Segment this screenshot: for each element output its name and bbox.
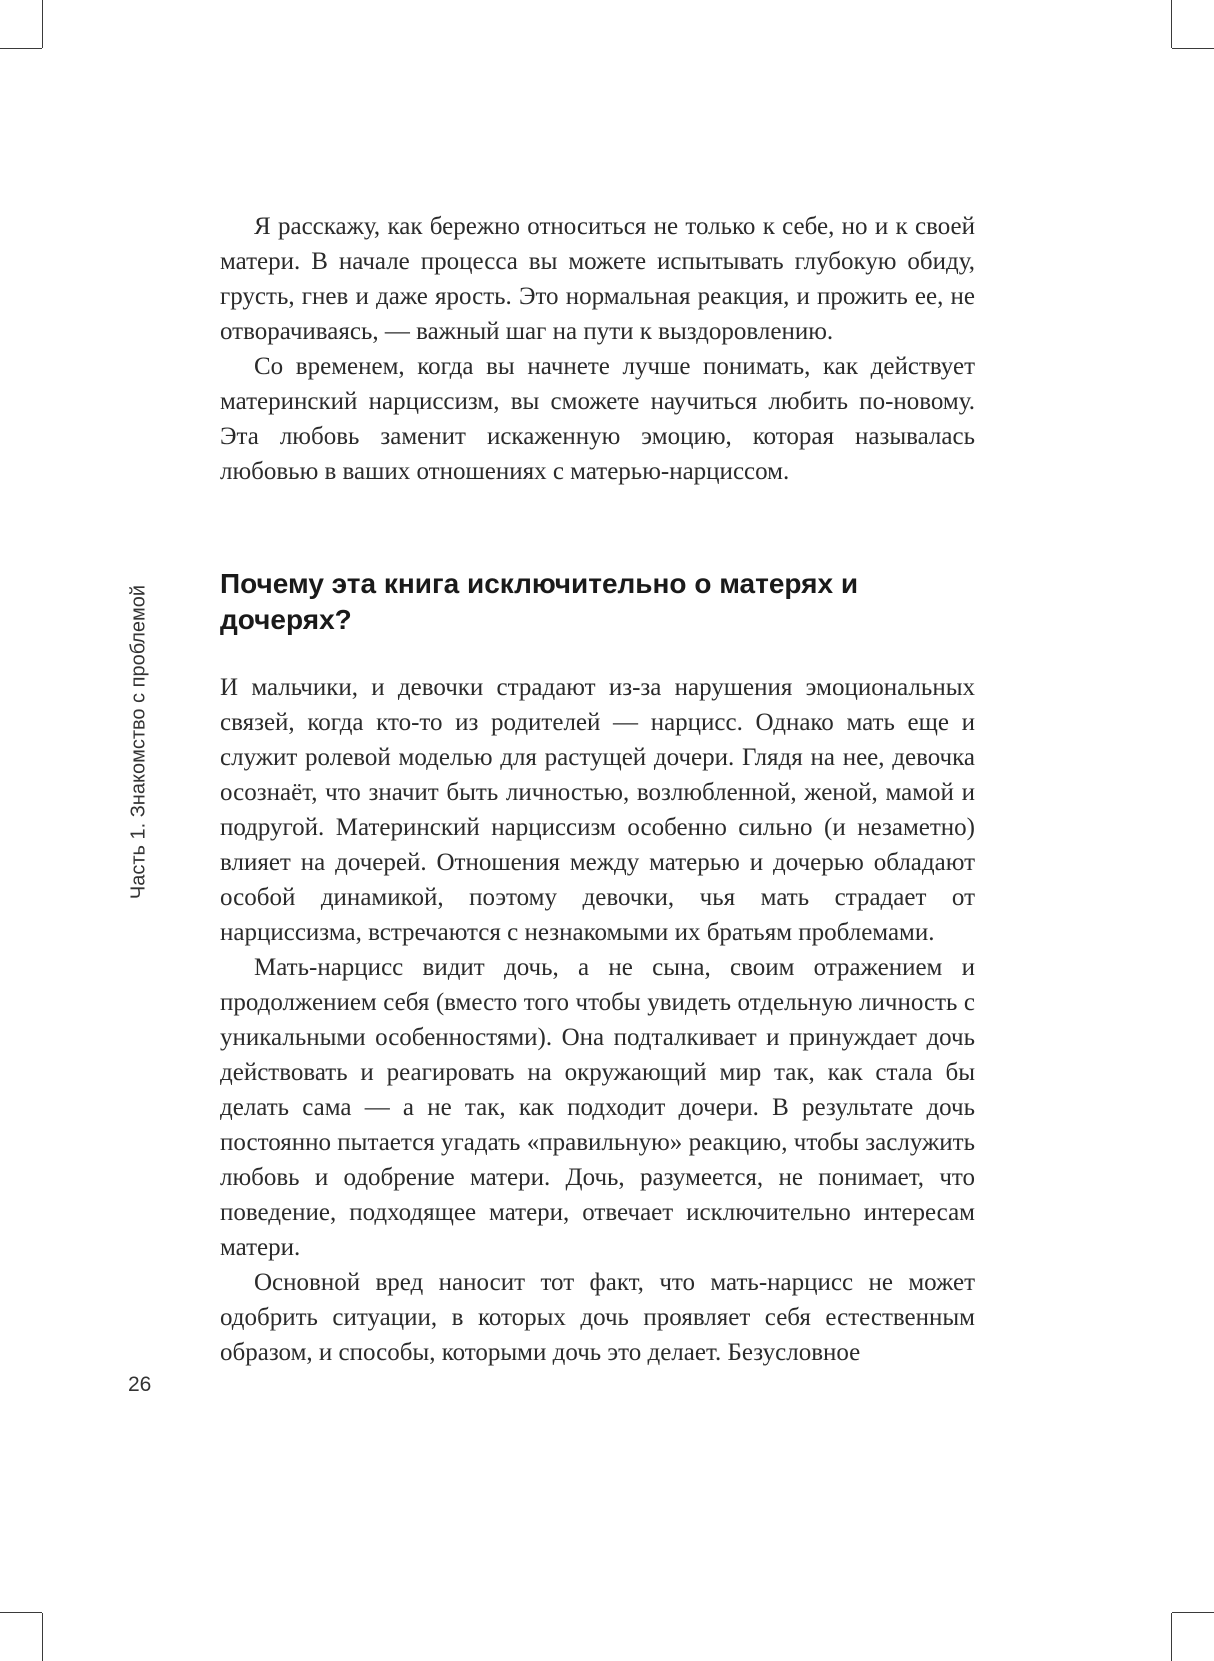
paragraph: Основной вред наносит тот факт, что мать-нарцисс не может одобрить ситуации, в которых дочь проявляет себя естественным образом, и способы, которыми дочь это делает. Безусловное (220, 1269, 975, 1366)
body-text-bottom (220, 670, 975, 1370)
paragraph: Со временем, когда вы начнете лучше понимать, как действует материнский нарциссизм, вы сможете научиться любить по-новому. Эта любовь заменит искаженную эмоцию, которая называлась любовью в ваших отношениях с матерью-нарциссом. (220, 353, 975, 485)
crop-mark-bottom-right-horizontal (1172, 1612, 1214, 1613)
crop-mark-top-right-vertical (1171, 0, 1172, 48)
body-text-top (220, 209, 975, 489)
paragraph: И мальчики, и девочки страдают из-за нарушения эмоциональных связей, когда кто-то из родителей — нарцисс. Однако мать еще и служит ролевой моделью для растущей дочери. Глядя на нее, девочка осознаёт, что значит быть личностью, возлюбленной, женой, мамой и подругой. Материнский нарциссизм особенно сильно (и незаметно) влияет на дочерей. Отношения между матерью и дочерью обладают особой динамикой, поэтому девочки, чья мать страдает от нарциссизма, встречаются с незнакомыми их братьям проблемами. (220, 674, 975, 946)
paragraph: Мать-нарцисс видит дочь, а не сына, своим отражением и продолжением себя (вместо того чтобы увидеть отдельную личность с уникальными особенностями). Она подталкивает и принуждает дочь действовать и реагировать на окружающий мир так, как стала бы делать сама — а не так, как подходит дочери. В результате дочь постоянно пытается угадать «правильную» реакцию, чтобы заслужить любовь и одобрение матери. Дочь, разумеется, не понимает, что поведение, подходящее матери, отвечает исключительно интересам матери. (220, 954, 975, 1261)
crop-mark-top-right-horizontal (1172, 48, 1214, 49)
crop-mark-top-left-vertical (42, 0, 43, 48)
page-number: 26 (128, 1373, 152, 1396)
paragraph: Я расскажу, как бережно относиться не только к себе, но и к своей матери. В начале процесса вы можете испытывать глубокую обиду, грусть, гнев и даже ярость. Это нормальная реакция, и прожить ее, не отворачиваясь, — важный шаг на пути к выздоровлению. (220, 213, 975, 345)
crop-mark-top-left-horizontal (0, 48, 42, 49)
crop-mark-bottom-left-vertical (42, 1613, 43, 1661)
crop-mark-bottom-right-vertical (1171, 1613, 1172, 1661)
section-heading: Почему эта книга исключительно о матерях и дочерях? (220, 568, 859, 635)
crop-mark-bottom-left-horizontal (0, 1612, 42, 1613)
running-head: Часть 1. Знакомство с проблемой (127, 584, 150, 900)
